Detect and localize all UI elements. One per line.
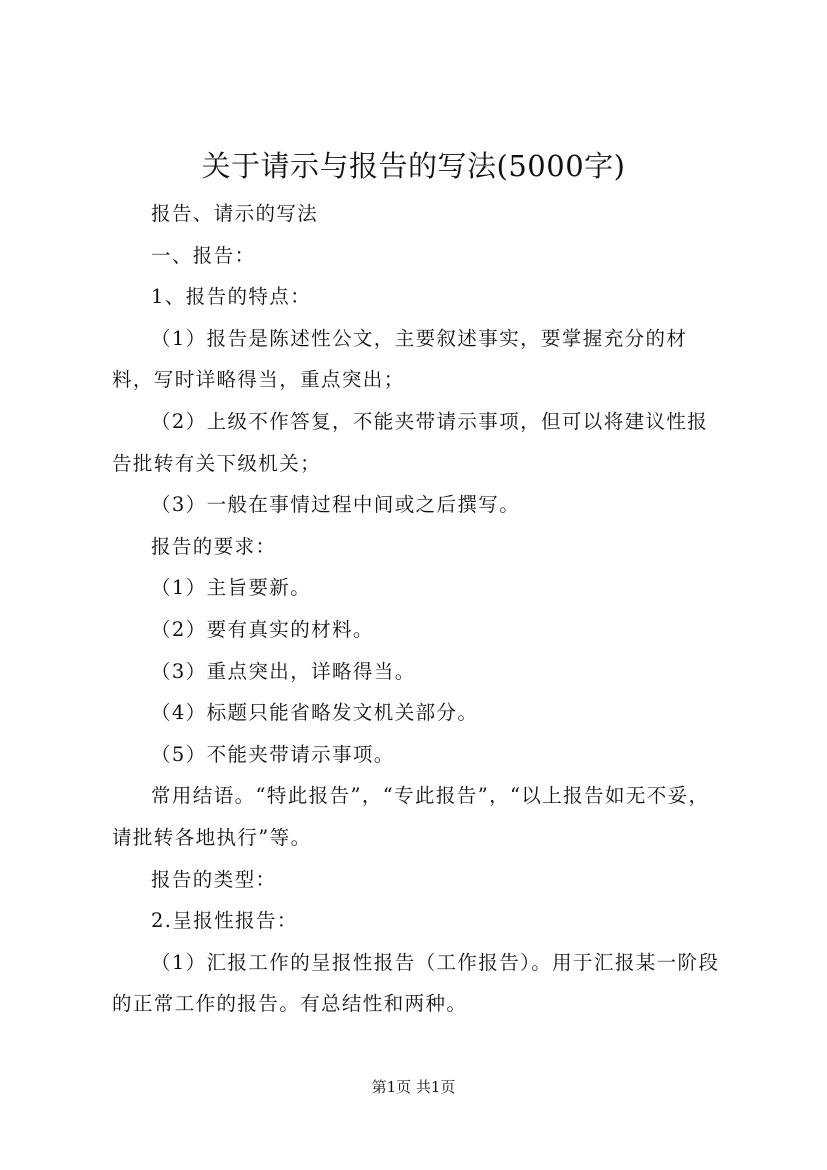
paragraph: （1）汇报工作的呈报性报告（工作报告）。用于汇报某一阶段的正常工作的报告。有总结性和两种。 <box>112 950 720 1016</box>
paragraph: 1、报告的特点： <box>151 285 312 309</box>
paragraph: （5）不能夹带请示事项。 <box>151 742 395 766</box>
page-footer: 第1页 共1页 <box>371 1078 456 1096</box>
paragraph: 常用结语。“特此报告”，“专此报告”，“以上报告如无不妥，请批转各地执行”等。 <box>112 784 710 849</box>
paragraph: 报告的类型： <box>151 867 277 891</box>
paragraph: 一、报告： <box>151 243 256 267</box>
paragraph: 报告的要求： <box>151 534 277 558</box>
paragraph: （1）主旨要新。 <box>151 576 312 600</box>
document-title: 关于请示与报告的写法(5000字) <box>201 149 626 183</box>
paragraph: （3）一般在事情过程中间或之后撰写。 <box>151 493 521 517</box>
paragraph: 报告、请示的写法 <box>151 202 319 225</box>
paragraph: （2）上级不作答复，不能夹带请示事项，但可以将建议性报告批转有关下级机关； <box>112 409 709 475</box>
paragraph: （1）报告是陈述性公文，主要叙述事实，要掌握充分的材料，写时详略得当，重点突出； <box>112 326 688 392</box>
document-body <box>112 193 724 1025</box>
paragraph: 2.呈报性报告： <box>151 909 298 933</box>
paragraph: （2）要有真实的材料。 <box>151 617 374 641</box>
paragraph: （3）重点突出，详略得当。 <box>151 659 416 683</box>
paragraph: （4）标题只能省略发文机关部分。 <box>151 701 479 725</box>
